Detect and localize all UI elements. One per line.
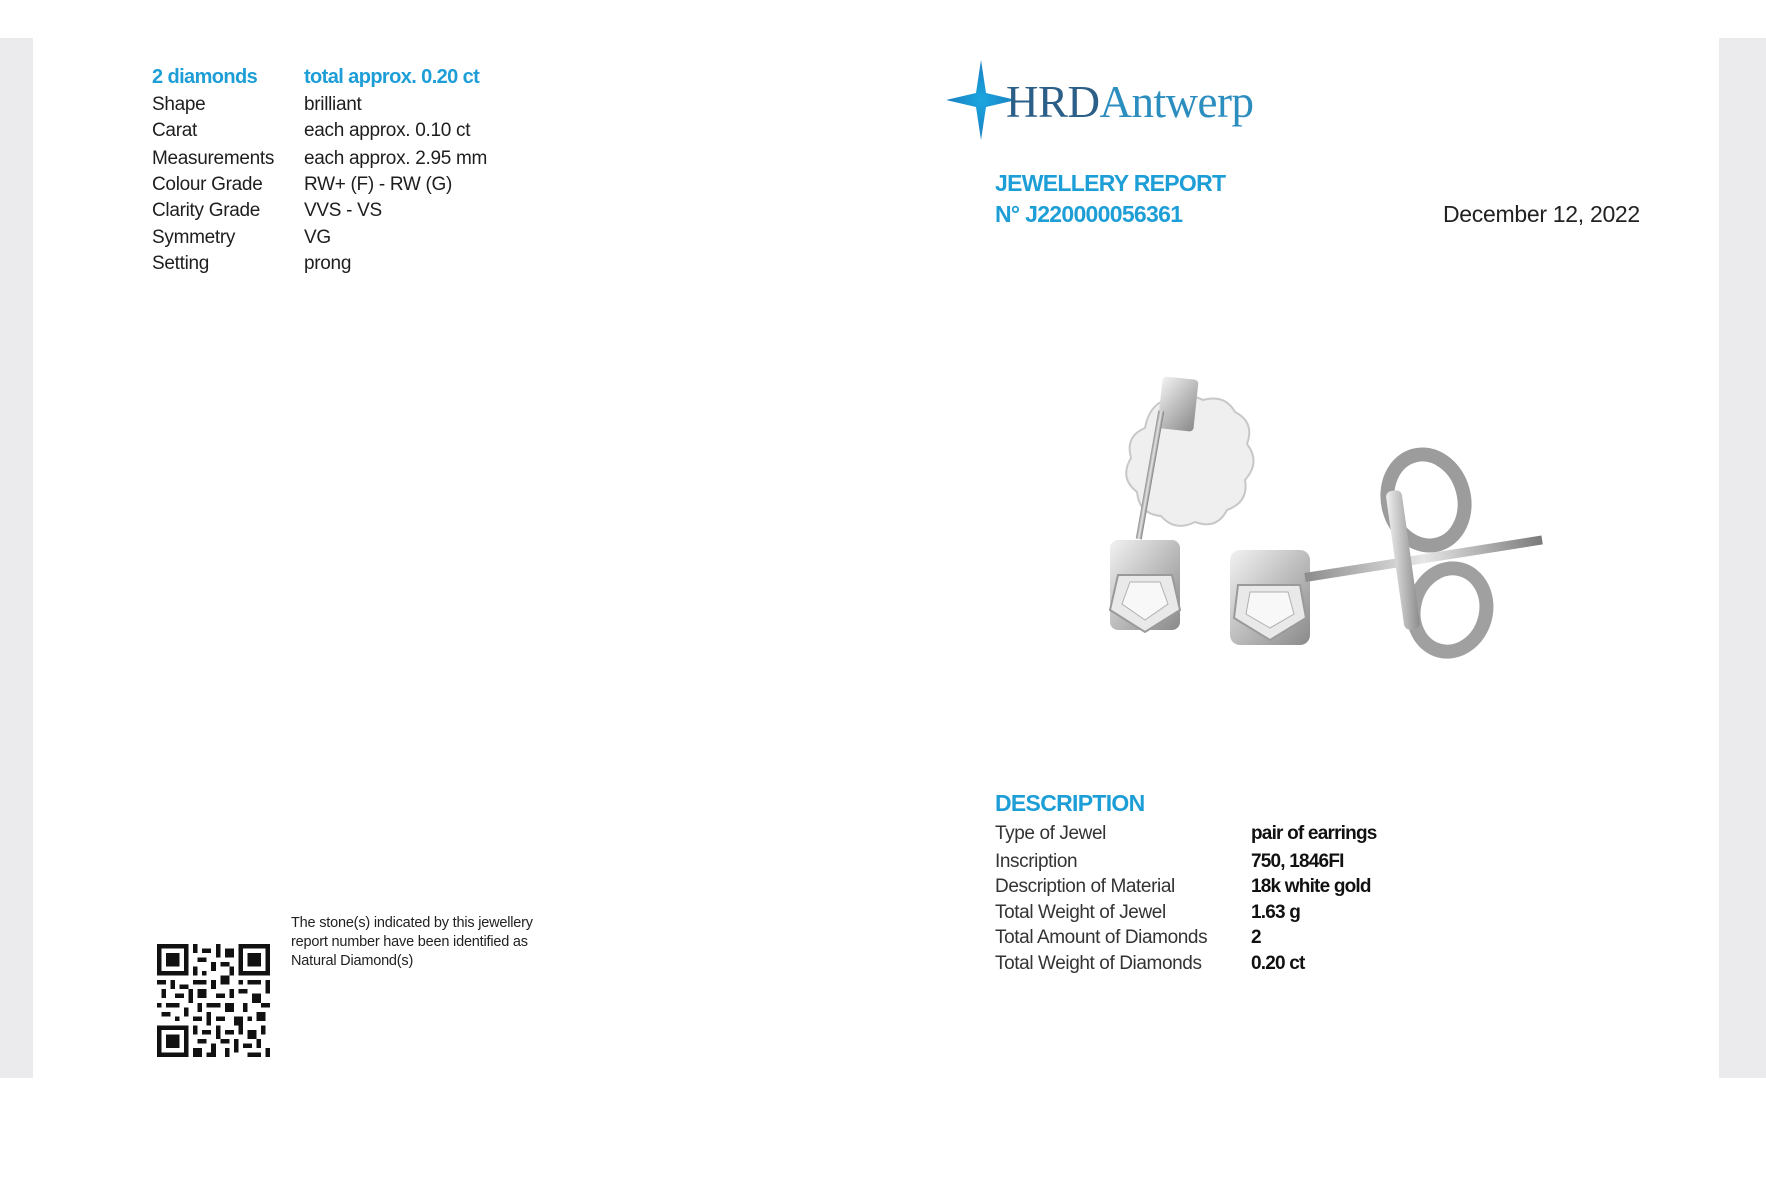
spec-value: each approx. 2.95 mm [304, 148, 488, 169]
qr-code[interactable] [157, 944, 270, 1057]
desc-label: Type of Jewel [995, 823, 1106, 844]
earrings-photo [1060, 370, 1570, 670]
spec-label: Symmetry [152, 227, 236, 248]
desc-value: 2 [1251, 927, 1261, 948]
spec-label: Shape [152, 94, 206, 115]
left-gutter [0, 38, 33, 1078]
spec-label: Carat [152, 120, 197, 141]
desc-label: Total Amount of Diamonds [995, 927, 1208, 948]
desc-value: 0.20 ct [1251, 953, 1305, 974]
spec-label: Measurements [152, 148, 275, 169]
spec-value: brilliant [304, 94, 362, 115]
desc-value: 750, 1846FI [1251, 851, 1344, 872]
right-gutter [1719, 38, 1766, 1078]
report-title: JEWELLERY REPORT [995, 170, 1226, 196]
spec-value: prong [304, 253, 352, 274]
note-line: The stone(s) indicated by this jewellery [291, 915, 533, 931]
desc-value: 18k white gold [1251, 876, 1371, 897]
desc-label: Description of Material [995, 876, 1175, 897]
logo-antwerp: Antwerp [1099, 77, 1254, 127]
spec-value: VVS - VS [304, 200, 382, 221]
diamond-count: 2 diamonds [152, 66, 258, 88]
desc-value: 1.63 g [1251, 902, 1301, 923]
spec-label: Clarity Grade [152, 200, 261, 221]
natural-diamond-note [291, 914, 581, 971]
logo-wordmark [1006, 76, 1253, 128]
note-line: report number have been identified as [291, 934, 528, 950]
total-carat: total approx. 0.20 ct [304, 66, 480, 88]
report-date: December 12, 2022 [1443, 201, 1640, 227]
desc-value: pair of earrings [1251, 823, 1377, 844]
description-title: DESCRIPTION [995, 790, 1145, 816]
spec-label: Colour Grade [152, 174, 263, 195]
logo-hrd: HRD [1006, 77, 1100, 127]
note-line: Natural Diamond(s) [291, 953, 414, 969]
spec-value: RW+ (F) - RW (G) [304, 174, 453, 195]
desc-label: Total Weight of Jewel [995, 902, 1166, 923]
desc-label: Total Weight of Diamonds [995, 953, 1202, 974]
desc-label: Inscription [995, 851, 1078, 872]
spec-label: Setting [152, 253, 210, 274]
spec-value: each approx. 0.10 ct [304, 120, 471, 141]
report-number: N° J220000056361 [995, 201, 1183, 227]
spec-value: VG [304, 227, 331, 248]
